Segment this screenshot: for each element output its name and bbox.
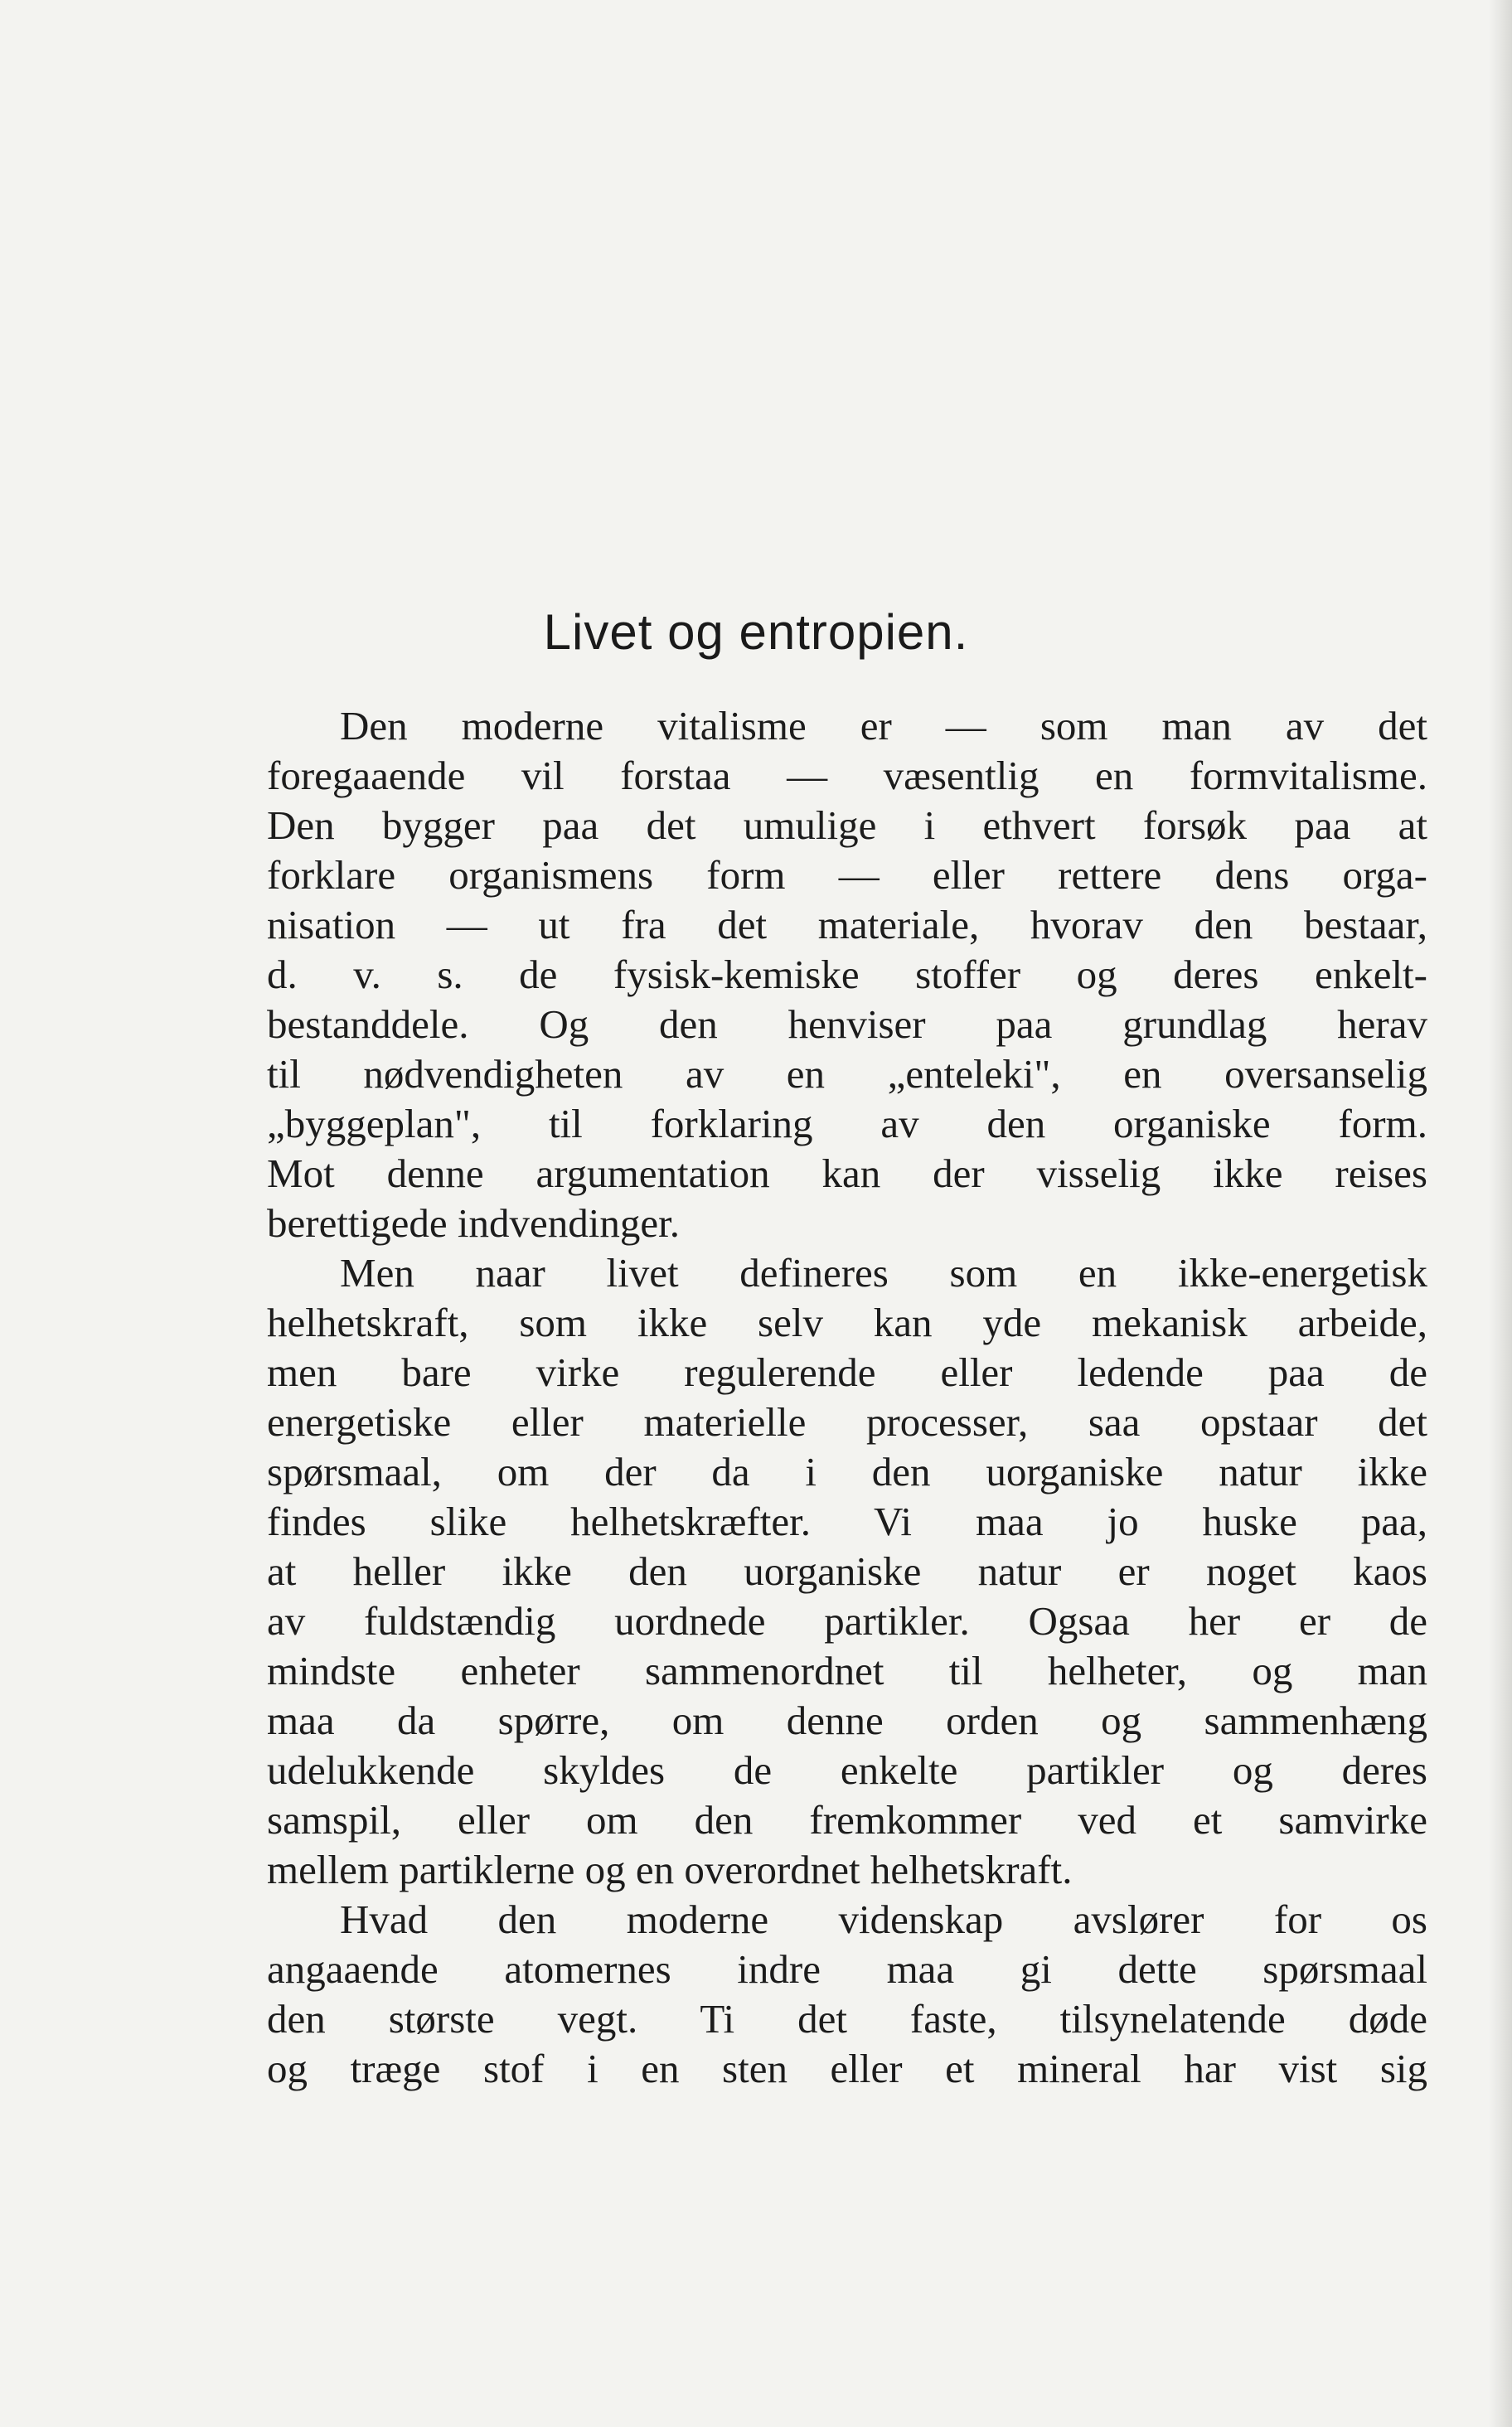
page-edge-shadow bbox=[1489, 0, 1512, 2427]
text-line: nisation — ut fra det materiale, hvorav den bestaar, bbox=[267, 902, 1427, 947]
text-line: mindste enheter sammenordnet til helheter, og man bbox=[267, 1648, 1427, 1693]
text-line: udelukkende skyldes de enkelte partikler og deres bbox=[267, 1747, 1427, 1793]
text-line: Mot denne argumentation kan der visselig ikke reises bbox=[267, 1151, 1427, 1196]
text-line: av fuldstændig uordnede partikler. Ogsaa her er de bbox=[267, 1598, 1427, 1644]
text-line: den største vegt. Ti det faste, tilsynelatende døde bbox=[267, 1996, 1427, 2042]
text-line: angaaende atomernes indre maa gi dette spørsmaal bbox=[267, 1946, 1427, 1992]
text-line: „byggeplan", til forklaring av den organiske form. bbox=[267, 1101, 1427, 1146]
text-line: Den moderne vitalisme er — som man av det bbox=[340, 703, 1427, 748]
chapter-title: Livet og entropien. bbox=[543, 604, 969, 660]
text-line: spørsmaal, om der da i den uorganiske natur ikke bbox=[267, 1449, 1427, 1494]
text-line: foregaaende vil forstaa — væsentlig en formvitalisme. bbox=[267, 753, 1427, 798]
text-line: helhetskraft, som ikke selv kan yde mekanisk arbeide, bbox=[267, 1300, 1427, 1345]
text-line: maa da spørre, om denne orden og sammenhæng bbox=[267, 1698, 1427, 1743]
text-line: Hvad den moderne videnskap avslører for os bbox=[340, 1897, 1427, 1942]
text-line: forklare organismens form — eller rettere dens orga- bbox=[267, 852, 1427, 898]
text-line: at heller ikke den uorganiske natur er noget kaos bbox=[267, 1548, 1427, 1594]
body-text bbox=[267, 701, 1427, 2094]
text-line: samspil, eller om den fremkommer ved et samvirke bbox=[267, 1797, 1427, 1843]
text-line: og træge stof i en sten eller et mineral har vist sig bbox=[267, 2046, 1427, 2091]
text-line: men bare virke regulerende eller ledende paa de bbox=[267, 1349, 1427, 1395]
text-line: findes slike helhetskræfter. Vi maa jo huske paa, bbox=[267, 1499, 1427, 1544]
text-line: d. v. s. de fysisk-kemiske stoffer og deres enkelt- bbox=[267, 952, 1427, 997]
text-line: berettigede indvendinger. bbox=[267, 1200, 680, 1246]
text-line: energetiske eller materielle processer, saa opstaar det bbox=[267, 1399, 1427, 1445]
text-line: Men naar livet defineres som en ikke-energetisk bbox=[340, 1250, 1427, 1296]
text-line: mellem partiklerne og en overordnet helhetskraft. bbox=[267, 1847, 1073, 1892]
text-line: til nødvendigheten av en „enteleki", en oversanselig bbox=[267, 1051, 1427, 1097]
text-line: bestanddele. Og den henviser paa grundlag herav bbox=[267, 1001, 1427, 1047]
text-line: Den bygger paa det umulige i ethvert forsøk paa at bbox=[267, 802, 1427, 848]
